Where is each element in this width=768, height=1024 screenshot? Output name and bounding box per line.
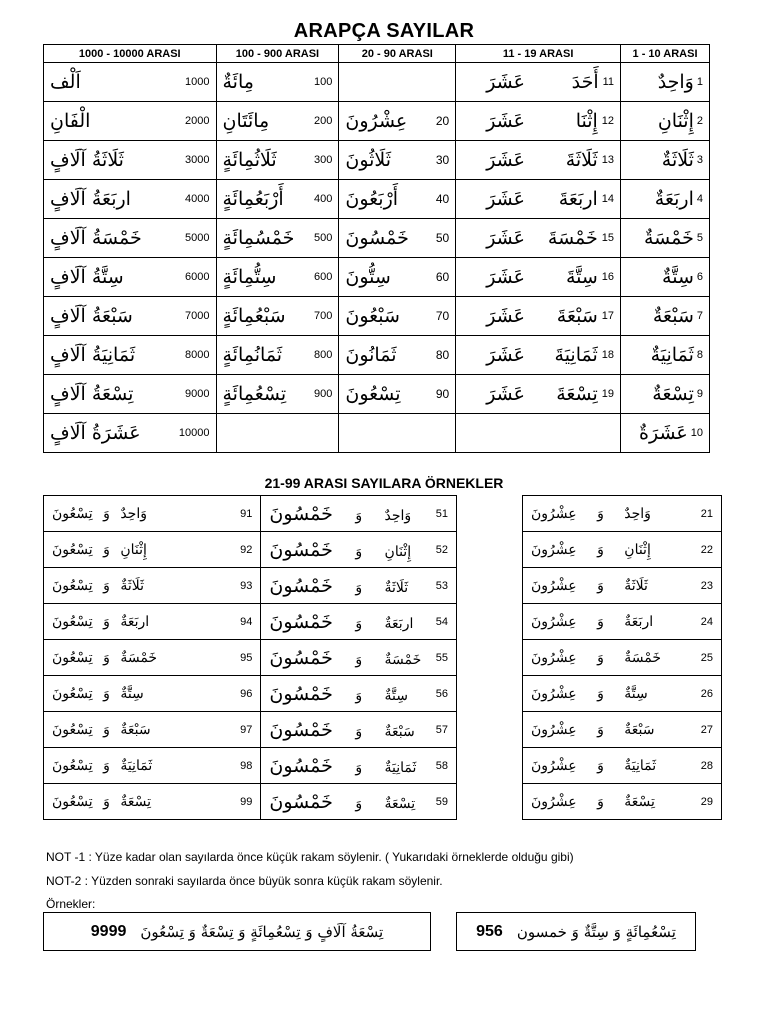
number: 29 [700,795,713,808]
cell-units [621,141,710,180]
cell-tens [339,219,456,258]
table-row [44,141,710,180]
arabic-phrase: ثَلَاثَةٌ وَ عِشْرُونَ [531,577,648,594]
example-cell-50s [261,532,457,568]
number: 23 [700,579,713,592]
example-cell-20s [523,784,722,820]
number: 4 [696,193,703,205]
number: 2000 [185,115,210,127]
arabic-word: تِسْعَةَ [556,383,598,405]
number: 12 [601,115,615,127]
number: 26 [700,687,713,700]
example-cell-50s [261,640,457,676]
example-cell-90s [44,748,261,784]
number: 7 [696,310,703,322]
number: 800 [314,349,333,361]
number: 600 [314,271,333,283]
number: 57 [435,723,448,736]
example-cell-90s [44,532,261,568]
cell-teens [456,297,621,336]
number: 21 [700,507,713,520]
arabic-phrase: ثَلَاثَةٌ وَ خَمْسُونَ [269,574,409,597]
cell-hundreds [216,141,339,180]
arabic-word: سِتَّةَ [565,266,598,288]
arabic-word: عَشَرَ [486,227,525,249]
cell-tens [339,375,456,414]
cell-units [621,336,710,375]
cell-thousands [44,297,217,336]
arabic-word: سَبْعَةَ [556,305,598,327]
arabic-phrase: ثَمَانِيَةٌ وَ عِشْرُونَ [531,757,657,774]
arabic-word: سِتَّةٌ [662,266,694,288]
cell-hundreds [216,63,339,102]
number: 900 [314,388,333,400]
examples-label: Örnekler: [46,897,96,911]
number: 99 [240,795,253,808]
header-thousands: 1000 - 10000 ARASI [44,45,217,63]
number: 8 [696,349,703,361]
arabic-phrase: ثَمَانِيَةٌ وَ خَمْسُونَ [269,754,417,777]
example-number: 9999 [90,922,127,940]
cell-hundreds [216,258,339,297]
number: 8000 [185,349,210,361]
example-cell-90s [44,604,261,640]
cell-hundreds [216,102,339,141]
arabic-word: اربَعَةٌ [654,188,694,210]
example-cell-20s [523,568,722,604]
number: 3 [696,154,703,166]
examples-table-left [43,495,457,820]
cell-units [621,375,710,414]
example-cell-50s [261,568,457,604]
example-row [523,496,722,532]
number: 60 [435,270,450,284]
example-row [44,496,457,532]
number: 10000 [178,427,210,439]
arabic-word: أَرْبَعُونَ [345,188,399,210]
number: 96 [240,687,253,700]
number: 10 [690,427,703,439]
cell-units [621,102,710,141]
arabic-phrase: إِثْنَانِ وَ عِشْرُونَ [531,541,651,558]
example-cell-50s [261,496,457,532]
number: 6 [696,271,703,283]
arabic-word: سَبْعَةُ آلَافٍ [50,305,133,327]
cell-hundreds [216,336,339,375]
number: 6000 [185,271,210,283]
arabic-word: عَشَرَ [486,344,525,366]
arabic-word: عَشَرَ [486,110,525,132]
arabic-word: تِسْعُمِائَةٍ [222,383,287,405]
cell-tens [339,297,456,336]
number: 16 [601,271,615,283]
arabic-phrase: ثَمَانِيَةٌ وَ تِسْعُونَ [52,757,153,774]
number: 90 [435,387,450,401]
number: 14 [601,193,615,205]
number: 20 [435,114,450,128]
cell-hundreds [216,375,339,414]
number: 3000 [185,154,210,166]
number: 100 [314,76,333,88]
arabic-word: ثَلَاثُونَ [345,149,392,171]
example-cell-50s [261,604,457,640]
number: 56 [435,687,448,700]
table-row [44,102,710,141]
arabic-phrase: ثَلَاثَةٌ وَ تِسْعُونَ [52,577,144,594]
number: 28 [700,759,713,772]
cell-units [621,297,710,336]
number: 55 [435,651,448,664]
number: 94 [240,615,253,628]
examples-table-right [522,495,722,820]
arabic-word: عَشَرَ [486,188,525,210]
example-cell-90s [44,496,261,532]
number: 4000 [185,193,210,205]
number: 59 [435,795,448,808]
example-row [523,712,722,748]
example-row [44,712,457,748]
table-row [44,180,710,219]
cell-hundreds [216,219,339,258]
cell-teens [456,63,621,102]
cell-thousands [44,219,217,258]
cell-teens [456,414,621,453]
cell-tens [339,141,456,180]
example-cell-90s [44,712,261,748]
arabic-phrase: سِتَّةٌ وَ تِسْعُونَ [52,685,144,702]
number: 58 [435,759,448,772]
arabic-word: عَشَرَ [486,383,525,405]
table-row [44,414,710,453]
number: 24 [700,615,713,628]
number: 9 [696,388,703,400]
example-row [523,604,722,640]
number: 97 [240,723,253,736]
example-cell-90s [44,784,261,820]
number: 98 [240,759,253,772]
header-teens: 11 - 19 ARASI [456,45,621,63]
cell-teens [456,102,621,141]
arabic-word: خَمْسُمِائَةٍ [222,227,295,249]
arabic-word: عَشَرَ [486,71,525,93]
number: 15 [601,232,615,244]
arabic-phrase: تِسْعَةٌ وَ عِشْرُونَ [531,793,655,810]
cell-tens [339,180,456,219]
example-row [523,784,722,820]
arabic-phrase: تِسْعَةٌ وَ تِسْعُونَ [52,793,151,810]
example-row [523,532,722,568]
cell-thousands [44,141,217,180]
number: 80 [435,348,450,362]
number: 52 [435,543,448,556]
arabic-word: ثَلَاثَةَ [565,149,598,171]
number: 700 [314,310,333,322]
example-box-9999 [43,912,431,951]
number: 9000 [185,388,210,400]
cell-hundreds [216,180,339,219]
arabic-word: عَشَرَةٌ [639,422,688,444]
number: 54 [435,615,448,628]
arabic-phrase: سِتَّةٌ وَ خَمْسُونَ [269,682,408,705]
arabic-word: عَشَرَ [486,305,525,327]
example-row [44,784,457,820]
number: 300 [314,154,333,166]
arabic-word: أَرْبَعُمِائَةٍ [222,188,284,210]
example-cell-50s [261,784,457,820]
number: 95 [240,651,253,664]
cell-thousands [44,336,217,375]
number: 11 [602,76,615,88]
example-cell-20s [523,676,722,712]
arabic-phrase: خَمْسَةٌ وَ عِشْرُونَ [531,649,662,666]
arabic-word: ثَمَانِيَةٌ [650,344,694,366]
table-row [44,336,710,375]
arabic-word: خَمْسَةُ آلَافٍ [50,227,142,249]
number: 19 [601,388,615,400]
number: 17 [601,310,615,322]
arabic-phrase: وَاحِدٌ وَ عِشْرُونَ [531,505,651,522]
number: 93 [240,579,253,592]
number: 30 [435,153,450,167]
arabic-phrase: سَبْعَةٌ وَ عِشْرُونَ [531,721,655,738]
arabic-phrase: وَاحِدٌ وَ تِسْعُونَ [52,505,147,522]
cell-units [621,63,710,102]
example-row [523,676,722,712]
number: 27 [700,723,713,736]
example-cell-20s [523,640,722,676]
example-row [523,640,722,676]
number: 53 [435,579,448,592]
arabic-phrase: إِثْنَانِ وَ تِسْعُونَ [52,541,147,558]
example-cell-90s [44,568,261,604]
number: 22 [700,543,713,556]
arabic-word: اربَعَةُ آلَافٍ [50,188,131,210]
cell-units [621,219,710,258]
cell-tens [339,336,456,375]
cell-tens [339,63,456,102]
arabic-word: سِتَّةُ آلَافٍ [50,266,124,288]
example-row [523,568,722,604]
arabic-word: أَحَدَ [571,71,599,93]
arabic-word: سَبْعُمِائَةٍ [222,305,286,327]
arabic-word: ثَمَانِيَةُ آلَافٍ [50,344,136,366]
example-row [44,640,457,676]
cell-units [621,258,710,297]
arabic-word: ثَمَانُمِائَةٍ [222,344,283,366]
arabic-word: سِتُّمِائَةٍ [222,266,277,288]
example-row [44,568,457,604]
arabic-word: خَمْسُونَ [345,227,409,249]
example-arabic: تِسْعُمِائَةٍ وَ سِتَّةٌ وَ خمسون [516,922,676,941]
example-cell-90s [44,676,261,712]
header-tens: 20 - 90 ARASI [339,45,456,63]
number: 40 [435,192,450,206]
cell-teens [456,375,621,414]
number: 7000 [185,310,210,322]
note-1: NOT -1 : Yüze kadar olan sayılarda önce küçük rakam söylenir. ( Yukarıdaki örneklerde olduğu gibi) [46,850,574,864]
cell-units [621,180,710,219]
example-row [44,532,457,568]
arabic-word: اَلْف [50,71,81,93]
arabic-phrase: سَبْعَةٌ وَ خَمْسُونَ [269,718,415,741]
arabic-word: عَشَرَ [486,266,525,288]
examples-subtitle: 21-99 ARASI SAYILARA ÖRNEKLER [264,475,504,491]
number: 51 [435,507,448,520]
number: 92 [240,543,253,556]
example-arabic: تِسْعَةُ آلَافٍ وَ تِسْعُمِائَةٍ وَ تِسْعَةٌ وَ تِسْعُونَ [140,922,384,941]
cell-teens [456,141,621,180]
page-title: ARAPÇA SAYILAR [293,20,475,42]
arabic-word: عَشَرَةُ آلَافٍ [50,422,141,444]
table-row [44,219,710,258]
arabic-word: إِثْنَا [575,110,598,132]
number: 5000 [185,232,210,244]
arabic-word: تِسْعَةُ آلَافٍ [50,383,134,405]
arabic-word: وَاحِدٌ [657,71,694,93]
arabic-phrase: إِثْنَانِ وَ خَمْسُونَ [269,538,412,561]
header-hundreds: 100 - 900 ARASI [216,45,339,63]
cell-teens [456,180,621,219]
arabic-word: سَبْعَةٌ [652,305,694,327]
note-2: NOT-2 : Yüzden sonraki sayılarda önce büyük sonra küçük rakam söylenir. [46,874,443,888]
table-row [44,258,710,297]
cell-teens [456,258,621,297]
example-cell-20s [523,496,722,532]
arabic-word: ثَلَاثَةُ آلَافٍ [50,149,124,171]
example-row [44,676,457,712]
number: 70 [435,309,450,323]
arabic-word: سِتُّونَ [345,266,391,288]
cell-teens [456,336,621,375]
arabic-phrase: سَبْعَةٌ وَ تِسْعُونَ [52,721,151,738]
cell-tens [339,414,456,453]
number: 200 [314,115,333,127]
example-row [44,604,457,640]
example-number: 956 [476,922,503,940]
table-row [44,297,710,336]
cell-thousands [44,63,217,102]
number: 18 [601,349,615,361]
cell-thousands [44,102,217,141]
arabic-phrase: اربَعَةٌ وَ عِشْرُونَ [531,613,654,630]
arabic-phrase: اربَعَةٌ وَ خَمْسُونَ [269,610,414,633]
cell-hundreds [216,297,339,336]
arabic-phrase: خَمْسَةٌ وَ خَمْسُونَ [269,646,422,669]
arabic-word: تِسْعُونَ [345,383,401,405]
example-cell-20s [523,532,722,568]
cell-thousands [44,258,217,297]
arabic-phrase: وَاحِدٌ وَ خَمْسُونَ [269,502,412,525]
cell-thousands [44,180,217,219]
example-cell-50s [261,676,457,712]
example-row [523,748,722,784]
example-cell-50s [261,712,457,748]
number: 1 [696,76,703,88]
arabic-phrase: سِتَّةٌ وَ عِشْرُونَ [531,685,648,702]
number: 1000 [185,76,210,88]
example-cell-50s [261,748,457,784]
arabic-word: ثَلَاثُمِائَةٍ [222,149,277,171]
cell-hundreds [216,414,339,453]
arabic-word: ثَلَاثَةٌ [661,149,694,171]
table-row [44,63,710,102]
arabic-word: ثَمَانُونَ [345,344,397,366]
example-row [44,748,457,784]
arabic-phrase: تِسْعَةٌ وَ خَمْسُونَ [269,790,416,813]
number: 5 [696,232,703,244]
numbers-table [43,44,710,453]
arabic-word: تِسْعَةٌ [652,383,694,405]
cell-tens [339,102,456,141]
number: 2 [696,115,703,127]
example-cell-20s [523,604,722,640]
arabic-word: عَشَرَ [486,149,525,171]
arabic-word: خَمْسَةٌ [644,227,694,249]
number: 400 [314,193,333,205]
arabic-word: إِثْنَانِ [657,110,694,132]
example-cell-20s [523,748,722,784]
number: 91 [240,507,253,520]
number: 500 [314,232,333,244]
arabic-word: الْفَانِ [50,110,91,132]
cell-thousands [44,414,217,453]
cell-thousands [44,375,217,414]
arabic-word: اربَعَةَ [558,188,598,210]
arabic-word: ثَمَانِيَةَ [554,344,598,366]
cell-units [621,414,710,453]
arabic-word: سَبْعُونَ [345,305,400,327]
table-row [44,375,710,414]
arabic-word: مِائَتَانِ [222,110,270,132]
arabic-word: مِائَةٌ [222,71,254,93]
cell-teens [456,219,621,258]
header-units: 1 - 10 ARASI [621,45,710,63]
example-cell-20s [523,712,722,748]
example-cell-90s [44,640,261,676]
cell-tens [339,258,456,297]
number: 25 [700,651,713,664]
arabic-phrase: خَمْسَةٌ وَ تِسْعُونَ [52,649,158,666]
arabic-word: خَمْسَةَ [547,227,598,249]
number: 13 [601,154,615,166]
example-box-956 [456,912,696,951]
arabic-phrase: اربَعَةٌ وَ تِسْعُونَ [52,613,150,630]
number: 50 [435,231,450,245]
arabic-word: عِشْرُونَ [345,110,408,132]
